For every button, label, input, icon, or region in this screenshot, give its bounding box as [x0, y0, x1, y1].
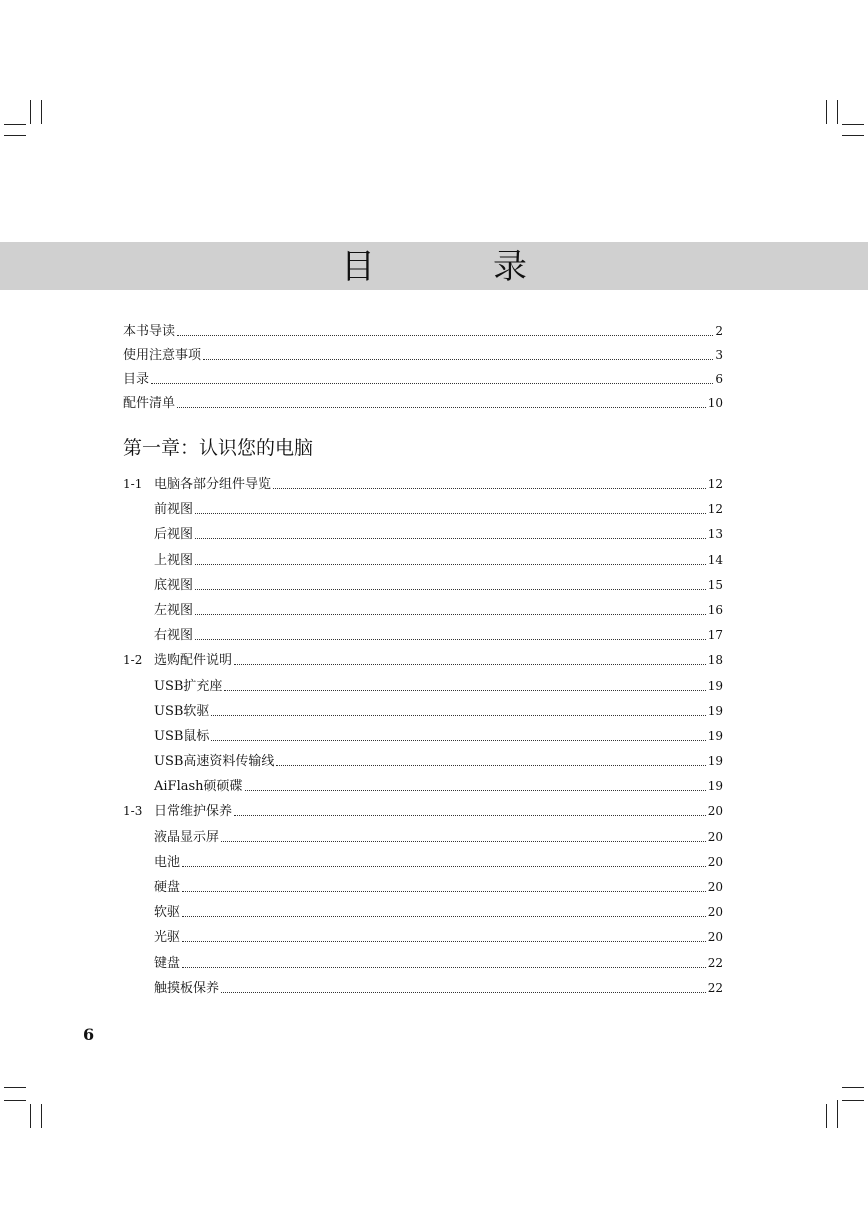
toc-entry-label: 光驱: [154, 930, 181, 946]
toc-entry[interactable]: [123, 905, 723, 920]
toc-entry[interactable]: [123, 578, 723, 593]
crop-mark-bottom-left-v2: [41, 1104, 42, 1128]
toc-entry[interactable]: [123, 628, 723, 643]
crop-mark-top-right-h2: [842, 135, 864, 136]
crop-mark-top-left-v1: [30, 100, 31, 124]
toc-entry-page: 2: [715, 324, 723, 338]
toc-entry-label: 本书导读: [123, 324, 176, 339]
toc-entry-page: 20: [707, 829, 723, 844]
toc-entry-page: 22: [707, 980, 723, 995]
toc-entry[interactable]: [123, 527, 723, 542]
toc-leader-dots: [182, 866, 706, 867]
toc-entry[interactable]: [123, 396, 723, 411]
toc-entry-label: 配件清单: [123, 396, 176, 411]
toc-entry[interactable]: [123, 704, 723, 719]
toc-entry-label: USB软驱: [154, 703, 210, 719]
toc-leader-dots: [234, 664, 706, 665]
toc-entry-page: 20: [707, 930, 723, 945]
page-number: 6: [83, 1025, 95, 1044]
toc-entry-page: 20: [707, 854, 723, 869]
page-title: 目 录: [341, 247, 569, 287]
toc-entry[interactable]: [123, 729, 723, 744]
crop-mark-bottom-left-h2: [4, 1100, 26, 1101]
toc-entry-page: 19: [707, 779, 723, 794]
toc-entry[interactable]: [123, 855, 723, 870]
toc-entry-label: 选购配件说明: [154, 653, 233, 669]
toc-entry-page: 20: [707, 905, 723, 920]
toc-leader-dots: [211, 715, 705, 716]
toc-entry[interactable]: [123, 804, 723, 819]
title-band: [0, 242, 868, 290]
toc-entry-page: 14: [707, 552, 723, 567]
toc-leader-dots: [211, 740, 705, 741]
toc-entry-page: 16: [707, 602, 723, 617]
toc-entry[interactable]: [123, 653, 723, 668]
toc-entry-label: AiFlash硕硕碟: [154, 779, 243, 795]
toc-entry-page: 3: [715, 348, 723, 362]
toc-entry-page: 12: [707, 502, 723, 517]
toc-leader-dots: [182, 916, 706, 917]
crop-mark-top-left-h1: [4, 124, 26, 125]
toc-entry-page: 22: [707, 955, 723, 970]
toc-leader-dots: [195, 614, 706, 615]
toc-entry[interactable]: [123, 779, 723, 794]
toc-entry-label: 硬盘: [154, 880, 181, 895]
toc-entry-label: 目录: [123, 372, 150, 387]
toc-entry-page: 15: [707, 577, 723, 592]
toc-entry[interactable]: [123, 754, 723, 769]
crop-mark-bottom-right-v2: [837, 1100, 838, 1128]
toc-entry[interactable]: [123, 930, 723, 945]
crop-mark-top-right-h1: [842, 124, 864, 125]
toc-leader-dots: [221, 841, 706, 842]
toc-leader-dots: [276, 765, 705, 766]
toc-entry-page: 19: [707, 754, 723, 769]
crop-mark-top-left-v2: [41, 100, 42, 124]
toc-leader-dots: [273, 488, 706, 489]
toc-entry-page: 19: [707, 728, 723, 743]
toc-entry-label: 液晶显示屏: [154, 829, 220, 845]
toc-leader-dots: [203, 359, 713, 360]
toc-entry-number: 1-1: [123, 477, 143, 491]
toc-entry[interactable]: [123, 956, 723, 971]
toc-entry-page: 12: [707, 477, 723, 491]
toc-entry-label: 上视图: [154, 552, 194, 568]
toc-entry-label: USB高速资料传输线: [154, 754, 275, 770]
toc-leader-dots: [151, 383, 713, 384]
toc-entry[interactable]: [123, 348, 723, 363]
toc-entry[interactable]: [123, 372, 723, 387]
toc-entry[interactable]: [123, 880, 723, 895]
toc-leader-dots: [177, 335, 713, 336]
toc-entry[interactable]: [123, 679, 723, 694]
toc-entry[interactable]: [123, 553, 723, 568]
crop-mark-bottom-right-v1: [826, 1104, 827, 1128]
toc-leader-dots: [195, 538, 706, 539]
crop-mark-top-right-v1: [826, 100, 827, 124]
toc-entry-label: 触摸板保养: [154, 980, 220, 996]
toc-entry-page: 19: [707, 703, 723, 718]
chapter-toc: [123, 477, 723, 996]
toc-leader-dots: [224, 690, 705, 691]
toc-entry-label: 电池: [154, 854, 181, 870]
toc-entry-label: 电脑各部分组件导览: [154, 477, 272, 492]
toc-entry-page: 17: [707, 628, 723, 643]
crop-mark-top-right-v2: [837, 100, 838, 124]
toc-leader-dots: [182, 967, 706, 968]
toc-entry[interactable]: [123, 477, 723, 492]
toc-entry-label: 后视图: [154, 527, 194, 543]
toc-entry[interactable]: [123, 981, 723, 996]
toc-entry-page: 13: [707, 527, 723, 542]
toc-entry-page: 18: [707, 653, 723, 668]
toc-entry-label: 软驱: [154, 905, 181, 921]
toc-entry-label: 前视图: [154, 502, 194, 518]
toc-entry-page: 20: [707, 804, 723, 819]
crop-mark-bottom-left-v1: [30, 1104, 31, 1128]
toc-entry[interactable]: [123, 830, 723, 845]
toc-leader-dots: [245, 790, 706, 791]
toc-entry-number: 1-3: [123, 804, 143, 819]
toc-entry-label: 使用注意事项: [123, 348, 202, 363]
toc-entry[interactable]: [123, 603, 723, 618]
crop-mark-top-left-h2: [4, 135, 26, 136]
toc-entry-page: 20: [707, 880, 723, 894]
toc-entry-label: 底视图: [154, 577, 194, 593]
toc-entry-label: USB扩充座: [154, 678, 223, 694]
toc-leader-dots: [234, 815, 706, 816]
toc-entry-page: 10: [707, 396, 723, 410]
toc-leader-dots: [221, 992, 706, 993]
crop-mark-bottom-right-h1: [842, 1087, 864, 1088]
toc-leader-dots: [182, 891, 706, 892]
toc-entry-label: USB鼠标: [154, 728, 210, 744]
toc-entry-label: 日常维护保养: [154, 804, 233, 820]
toc-entry-page: 19: [707, 678, 723, 693]
toc-entry-label: 右视图: [154, 628, 194, 644]
chapter-heading: 第一章：认识您的电脑: [123, 437, 314, 459]
toc-leader-dots: [195, 639, 706, 640]
crop-mark-bottom-left-h1: [4, 1087, 26, 1088]
toc-leader-dots: [195, 564, 706, 565]
front-matter-toc: [123, 324, 723, 411]
toc-entry-label: 左视图: [154, 602, 194, 618]
toc-entry-label: 键盘: [154, 955, 181, 971]
crop-mark-bottom-right-h2: [842, 1100, 864, 1101]
toc-entry-page: 6: [715, 372, 723, 386]
toc-leader-dots: [195, 513, 706, 514]
toc-entry[interactable]: [123, 324, 723, 339]
toc-entry-number: 1-2: [123, 653, 143, 668]
toc-leader-dots: [195, 589, 706, 590]
toc-entry[interactable]: [123, 502, 723, 517]
toc-leader-dots: [177, 407, 706, 408]
toc-leader-dots: [182, 941, 706, 942]
